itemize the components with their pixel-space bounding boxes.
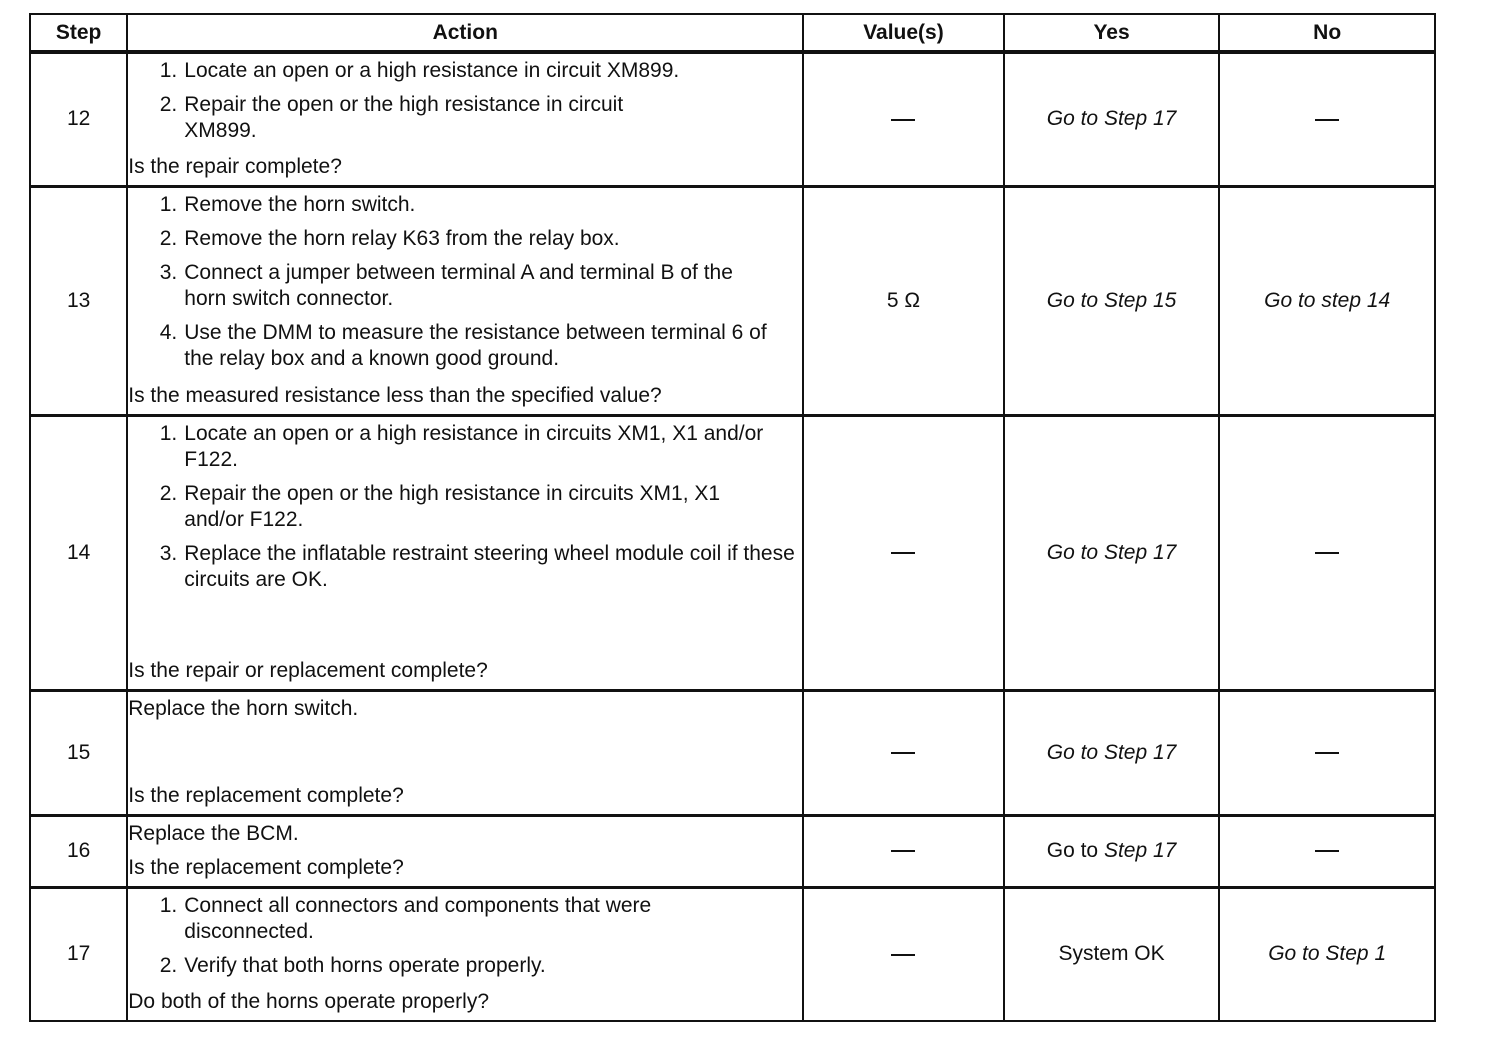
value-cell [803, 52, 1004, 186]
step-number: 17 [30, 887, 127, 1021]
yes-cell: System OK [1004, 887, 1220, 1021]
action-cell [127, 415, 803, 690]
action-item: 1. Locate an open or a high resistance in circuit XM899. [159, 59, 680, 83]
step-number: 16 [30, 815, 127, 887]
action-question: Is the measured resistance less than the specified value? [128, 384, 662, 407]
dash-mark [891, 119, 915, 121]
header-step: Step [30, 14, 127, 52]
value-cell: 5 Ω [803, 186, 1004, 415]
step-number: 12 [30, 52, 127, 186]
yes-cell: Go to Step 17 [1004, 815, 1220, 887]
action-cell [127, 52, 803, 186]
action-item: 2. Repair the open or the high resistance in circuit XM899. [159, 93, 624, 143]
no-cell: Go to step 14 [1219, 186, 1435, 415]
action-question: Do both of the horns operate properly? [128, 990, 489, 1014]
action-cell [127, 186, 803, 415]
table-row [30, 815, 1435, 887]
no-cell: Go to Step 1 [1219, 887, 1435, 1021]
action-item: 1. Remove the horn switch. [159, 193, 416, 216]
dash-mark [1315, 850, 1339, 852]
header-values: Value(s) [803, 14, 1004, 52]
action-cell [127, 690, 803, 815]
yes-cell: Go to Step 17 [1004, 415, 1220, 690]
value-cell [803, 690, 1004, 815]
no-cell [1219, 52, 1435, 186]
action-item: 1. Connect all connectors and components that were disconnected. [159, 894, 652, 944]
dash-mark [1315, 552, 1339, 554]
table-row [30, 415, 1435, 690]
action-question: Is the replacement complete? [128, 856, 404, 879]
action-item: 2. Remove the horn relay K63 from the relay box. [159, 227, 620, 250]
value-cell [803, 415, 1004, 690]
dash-mark [891, 850, 915, 852]
dash-mark [891, 954, 915, 956]
no-cell [1219, 815, 1435, 887]
table-row [30, 690, 1435, 815]
yes-cell: Go to Step 17 [1004, 52, 1220, 186]
action-cell [127, 887, 803, 1021]
action-question: Is the repair complete? [128, 155, 342, 179]
header-action: Action [127, 14, 803, 52]
header-row [30, 14, 1435, 52]
action-note: Replace the horn switch. [128, 697, 359, 720]
header-yes: Yes [1004, 14, 1220, 52]
value-cell [803, 887, 1004, 1021]
action-question: Is the repair or replacement complete? [128, 659, 488, 682]
action-item: 2. Repair the open or the high resistance in circuits XM1, X1 and/or F122. [159, 482, 721, 531]
diagnostic-procedure-table [29, 13, 1436, 1022]
action-question: Is the replacement complete? [128, 784, 404, 807]
step-number: 13 [30, 186, 127, 415]
action-item: 4. Use the DMM to measure the resistance between terminal 6 of the relay box and a known good ground. [159, 321, 767, 370]
dash-mark [891, 752, 915, 754]
action-item: 3. Connect a jumper between terminal A and terminal B of the horn switch connector. [159, 261, 733, 310]
step-number: 15 [30, 690, 127, 815]
yes-cell: Go to Step 17 [1004, 690, 1220, 815]
action-item: 1. Locate an open or a high resistance in circuits XM1, X1 and/or F122. [159, 422, 764, 471]
table-row [30, 186, 1435, 415]
action-item: 3. Replace the inflatable restraint steering wheel module coil if these circuits are OK. [159, 542, 795, 591]
step-number: 14 [30, 415, 127, 690]
action-item: 2. Verify that both horns operate properly. [159, 954, 546, 978]
action-note: Replace the BCM. [128, 822, 299, 845]
dash-mark [891, 552, 915, 554]
no-cell [1219, 415, 1435, 690]
action-cell [127, 815, 803, 887]
table-row [30, 52, 1435, 186]
no-cell [1219, 690, 1435, 815]
dash-mark [1315, 752, 1339, 754]
value-cell [803, 815, 1004, 887]
dash-mark [1315, 119, 1339, 121]
table-row [30, 887, 1435, 1021]
yes-cell: Go to Step 15 [1004, 186, 1220, 415]
header-no: No [1219, 14, 1435, 52]
